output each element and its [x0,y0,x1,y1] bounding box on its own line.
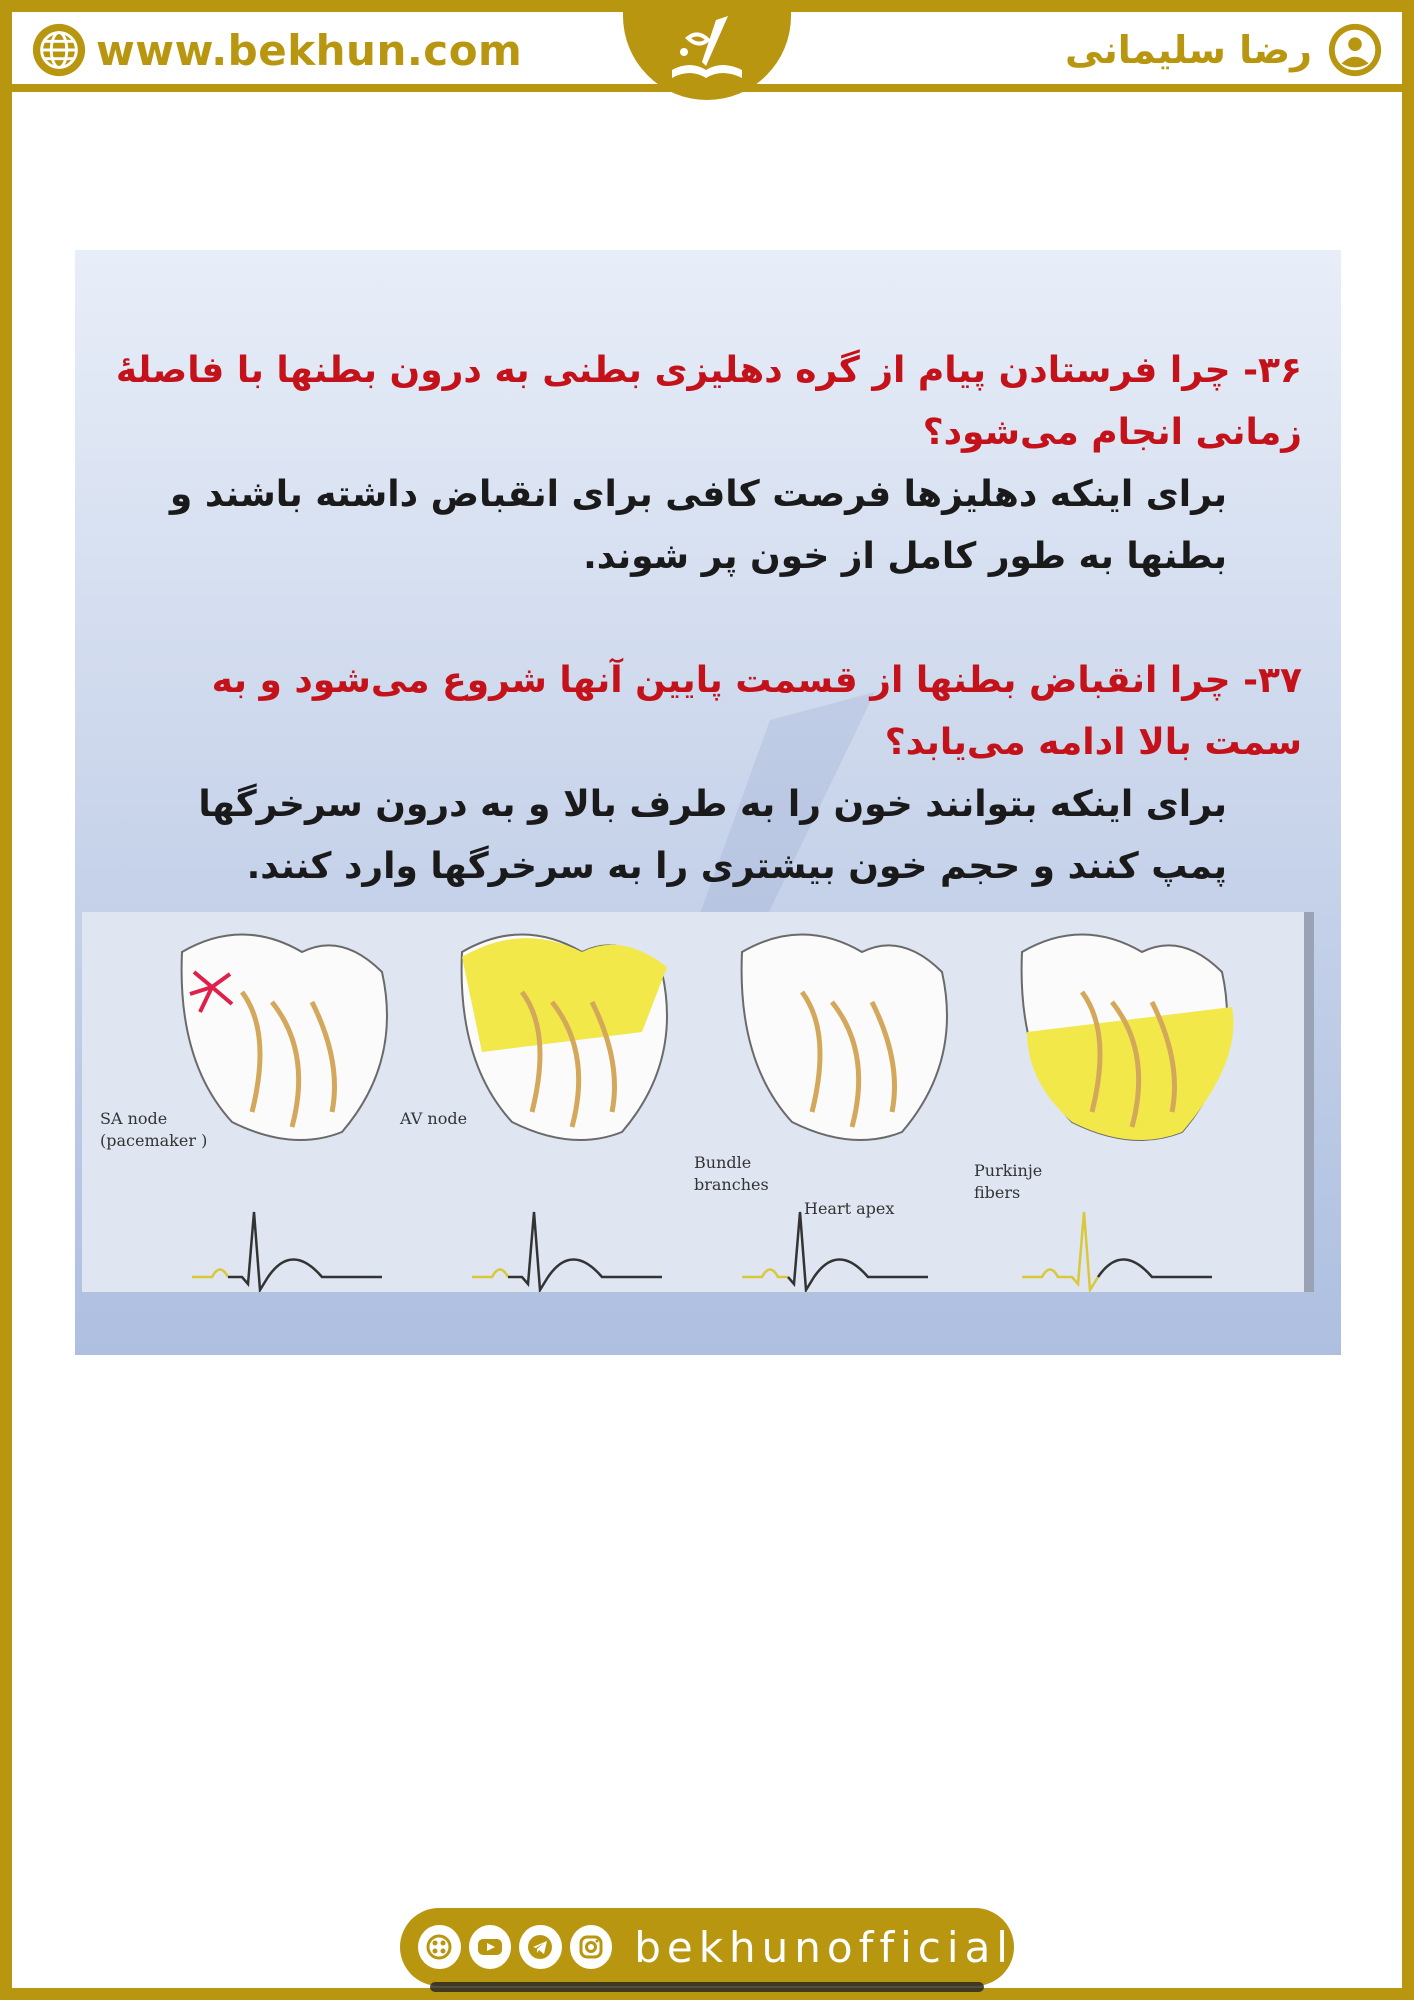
question-36: ۳۶- چرا فرستادن پیام از گره دهلیزی بطنی به درون بطنها با فاصلهٔ زمانی انجام می‌شود؟ [115,350,1302,453]
aparat-icon[interactable] [418,1925,461,1969]
label-fibers: fibers [974,1183,1021,1202]
instagram-icon[interactable] [570,1925,613,1969]
author-block [1065,22,1384,78]
telegram-icon[interactable] [519,1925,562,1969]
answer-37: برای اینکه بتوانند خون را به طرف بالا و به درون سرخرگها پمپ کنند و حجم خون بیشتری را به سرخرگها وارد کنند. [198,784,1227,887]
social-footer [400,1908,1014,1986]
label-av-node: AV node [400,1109,468,1128]
heart-conduction-diagram [82,912,1314,1292]
globe-icon [30,21,88,79]
label-pacemaker: (pacemaker ) [100,1131,208,1150]
answer-36: برای اینکه دهلیزها فرصت کافی برای انقباض داشته باشند و بطنها به طور کامل از خون پر شوند. [169,474,1227,577]
question-37: ۳۷- چرا انقباض بطنها از قسمت پایین آنها شروع می‌شود و به سمت بالا ادامه می‌یابد؟ [211,660,1302,763]
author-name: رضا سلیمانی [1065,28,1312,72]
question-36-block [112,340,1302,588]
site-link[interactable] [30,22,522,78]
question-37-block [112,650,1302,898]
label-bundle: Bundle [694,1153,752,1172]
youtube-icon[interactable] [469,1925,512,1969]
book-pen-icon [662,8,752,92]
label-branches: branches [694,1175,769,1194]
label-purkinje: Purkinje [974,1161,1043,1180]
footer-shadow [430,1982,984,1992]
label-heart-apex: Heart apex [804,1199,895,1218]
user-icon [1326,21,1384,79]
social-handle[interactable]: bekhunofficial [634,1922,1014,1972]
label-sa-node: SA node [100,1109,168,1128]
site-url-text: www.bekhun.com [96,25,523,75]
